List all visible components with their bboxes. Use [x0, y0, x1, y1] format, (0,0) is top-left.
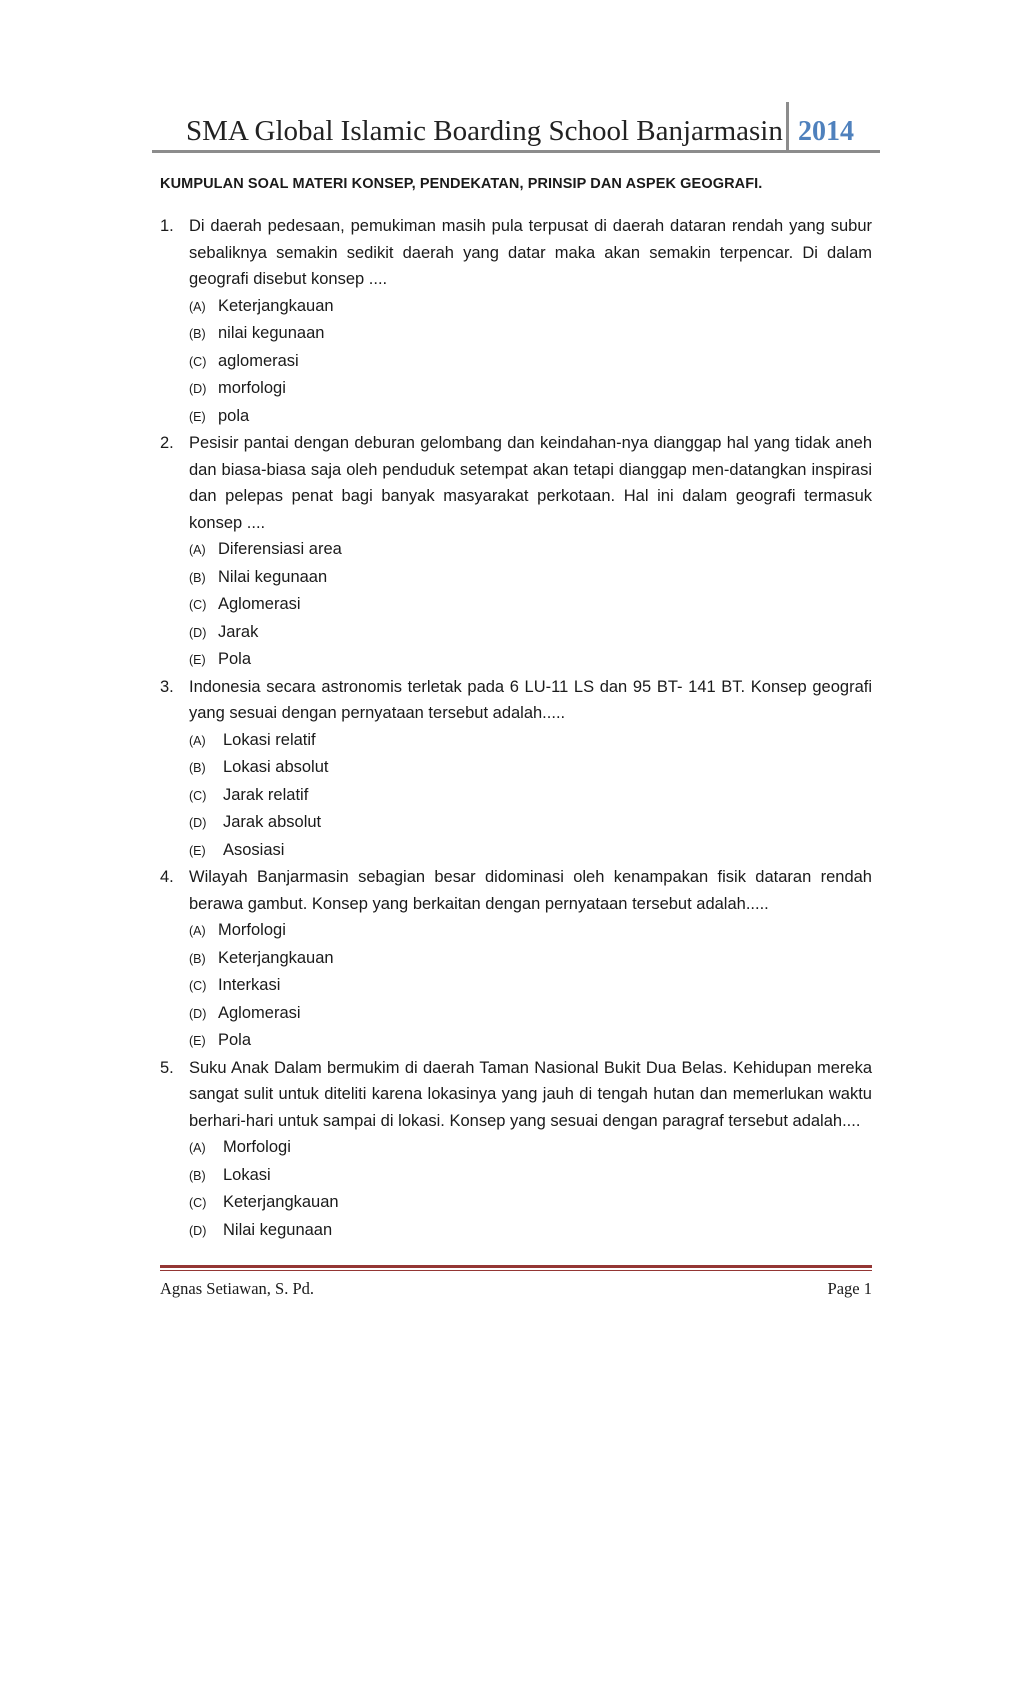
header-separator: [786, 102, 789, 150]
option-text: Keterjangkauan: [218, 948, 334, 967]
answer-option: [189, 348, 872, 376]
answer-option: [189, 564, 872, 592]
option-letter: (A): [189, 1141, 206, 1155]
option-text: pola: [218, 406, 250, 425]
question-number: 1.: [160, 217, 174, 235]
option-text: Aglomerasi: [218, 1003, 301, 1022]
option-text: nilai kegunaan: [218, 324, 325, 342]
option-text: Jarak absolut: [223, 813, 322, 831]
option-letter: (C): [189, 598, 207, 612]
question-text: Suku Anak Dalam bermukim di daerah Taman Nasional Bukit Dua Belas. Kehidupan mereka sangat sulit untuk diteliti karena lokasinya yang jauh di tengah hutan dan memerlukan waktu berhari-hari untuk sampai di lokasi. Konsep yang sesuai dengan paragraf tersebut adalah....: [189, 1058, 872, 1130]
option-letter: (B): [189, 570, 206, 585]
option-text: Lokasi: [223, 1165, 271, 1184]
answer-option: [189, 945, 872, 973]
option-letter: (B): [189, 1168, 206, 1183]
option-letter: (E): [189, 843, 206, 858]
option-letter: (E): [189, 1034, 206, 1048]
answer-option: [189, 917, 872, 945]
question-item: [160, 674, 872, 865]
option-letter: (A): [189, 543, 206, 557]
answer-option: [189, 1000, 872, 1028]
answer-option: [189, 972, 872, 1000]
answer-options: [189, 536, 872, 674]
option-text: Pola: [218, 1031, 252, 1049]
option-letter: (D): [189, 1223, 207, 1238]
option-letter: (D): [189, 816, 207, 830]
option-letter: (C): [189, 1196, 207, 1210]
answer-option: [189, 320, 872, 348]
option-letter: (B): [189, 951, 206, 966]
option-text: Morfologi: [223, 1138, 291, 1156]
option-letter: (C): [189, 788, 207, 803]
answer-option: [189, 782, 872, 810]
answer-option: [189, 1162, 872, 1190]
answer-options: [189, 727, 872, 865]
answer-options: [189, 917, 872, 1055]
page-footer: [160, 1265, 872, 1298]
answer-option: [189, 293, 872, 321]
question-list: [160, 213, 872, 1244]
header-year: 2014: [798, 116, 854, 147]
answer-option: [189, 809, 872, 837]
option-text: Morfologi: [218, 921, 286, 939]
option-letter: (E): [189, 409, 206, 424]
option-letter: (D): [189, 382, 207, 396]
question-number: 3.: [160, 677, 174, 696]
option-letter: (C): [189, 354, 207, 369]
question-item: [160, 864, 872, 1055]
option-text: Nilai kegunaan: [223, 1220, 333, 1239]
question-item: [160, 1055, 872, 1245]
option-text: Jarak relatif: [223, 785, 309, 804]
option-letter: (A): [189, 299, 206, 314]
question-item: [160, 430, 872, 674]
answer-option: [189, 1189, 872, 1217]
option-letter: (D): [189, 625, 207, 640]
option-letter: (C): [189, 979, 207, 993]
option-letter: (A): [189, 733, 206, 748]
answer-option: [189, 591, 872, 619]
option-text: Keterjangkauan: [218, 296, 334, 315]
answer-options: [189, 1134, 872, 1244]
question-number: 4.: [160, 868, 174, 886]
option-text: Pola: [218, 650, 252, 668]
document-title: KUMPULAN SOAL MATERI KONSEP, PENDEKATAN, PRINSIP DAN ASPEK GEOGRAFI.: [160, 176, 763, 192]
option-text: Diferensiasi area: [218, 540, 342, 558]
footer-author: Agnas Setiawan, S. Pd.: [160, 1279, 314, 1298]
option-text: Lokasi absolut: [223, 758, 329, 776]
option-text: Aglomerasi: [218, 595, 301, 613]
footer-rule-thin: [160, 1270, 872, 1271]
question-number: 5.: [160, 1058, 174, 1077]
answer-option: [189, 1134, 872, 1162]
answer-option: [189, 1217, 872, 1245]
option-text: Nilai kegunaan: [218, 567, 328, 586]
option-text: Asosiasi: [223, 840, 285, 859]
answer-option: [189, 375, 872, 403]
option-text: Keterjangkauan: [223, 1193, 339, 1211]
answer-option: [189, 754, 872, 782]
option-text: aglomerasi: [218, 351, 299, 370]
answer-option: [189, 646, 872, 674]
answer-option: [189, 536, 872, 564]
option-letter: (A): [189, 924, 206, 938]
header-school-name: SMA Global Islamic Boarding School Banjarmasin: [186, 115, 783, 147]
answer-option: [189, 727, 872, 755]
answer-option: [189, 1027, 872, 1055]
option-letter: (B): [189, 761, 206, 775]
answer-options: [189, 293, 872, 431]
footer-page-number: Page 1: [827, 1279, 872, 1298]
option-letter: (B): [189, 327, 206, 341]
question-text: Pesisir pantai dengan deburan gelombang dan keindahan-nya dianggap hal yang tidak aneh dan biasa-biasa saja oleh penduduk setempat akan tetapi dianggap men-datangkan inspirasi dan pelepas penat bagi banyak masyarakat perkotaan. Hal ini dalam geografi termasuk konsep ....: [189, 434, 872, 532]
option-text: Jarak: [218, 622, 259, 641]
answer-option: [189, 619, 872, 647]
question-item: [160, 213, 872, 430]
footer-rule-thick: [160, 1265, 872, 1268]
question-number: 2.: [160, 434, 174, 452]
option-letter: (D): [189, 1006, 207, 1021]
question-text: Di daerah pedesaan, pemukiman masih pula terpusat di daerah dataran rendah yang subur sebaliknya semakin sedikit daerah yang datar maka akan semakin terpencar. Di dalam geografi disebut konsep ....: [189, 217, 872, 288]
page-header: [152, 106, 880, 153]
answer-option: [189, 837, 872, 865]
option-text: Interkasi: [218, 976, 281, 994]
option-letter: (E): [189, 653, 206, 667]
option-text: morfologi: [218, 379, 286, 397]
question-text: Wilayah Banjarmasin sebagian besar didominasi oleh kenampakan fisik dataran rendah berawa gambut. Konsep yang berkaitan dengan pernyataan tersebut adalah.....: [189, 868, 872, 913]
answer-option: [189, 403, 872, 431]
option-text: Lokasi relatif: [223, 730, 316, 749]
question-text: Indonesia secara astronomis terletak pada 6 LU-11 LS dan 95 BT- 141 BT. Konsep geografi yang sesuai dengan pernyataan tersebut adalah.....: [189, 677, 872, 722]
